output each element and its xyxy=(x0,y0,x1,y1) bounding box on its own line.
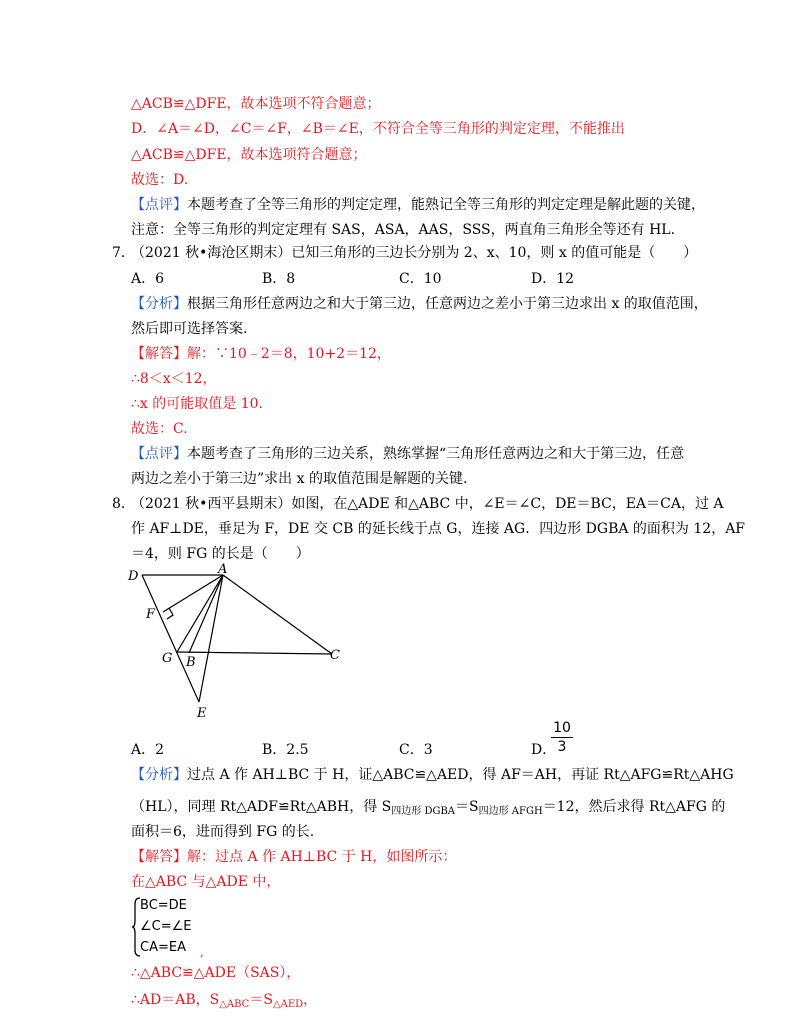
geometry-figure xyxy=(120,560,360,720)
brace-line-2: ∠C=∠E xyxy=(140,919,192,934)
q8-option-d: D． xyxy=(531,742,557,758)
q7-stem: （2021 秋•海沧区期末）已知三角形的三边长分别为 2、x、10，则 x 的值可能是（ ） xyxy=(131,245,698,261)
q8-answer-4: ∴AD＝AB，$S_{\triangle ABC}=S_{\triangle AED}$， xyxy=(131,992,318,1010)
q8-option-a: A．2 xyxy=(131,742,165,758)
segment-ac xyxy=(223,575,332,654)
q7-comment-2: 两边之差小于第三边”求出 x 的取值范围是解题的关键. xyxy=(131,471,468,487)
q6-line-2: D．∠A＝∠D，∠C＝∠F，∠B＝∠E，不符合全等三角形的判定定理，不能推出 xyxy=(131,121,625,137)
segment-de xyxy=(142,575,199,702)
q8-option-b: B．2.5 xyxy=(262,742,309,758)
q8-analysis-3: 面积＝6，进而得到 FG 的长. xyxy=(131,824,315,840)
q8-option-c: C．3 xyxy=(399,742,433,758)
fraction-bar xyxy=(551,737,573,738)
label-g: G xyxy=(162,651,173,666)
segment-gc xyxy=(177,652,332,654)
label-c: C xyxy=(330,648,340,663)
q7-option-d: D．12 xyxy=(531,271,575,287)
brace-comma: , xyxy=(200,945,204,959)
q8-answer-2: 在△ABC 与△ADE 中， xyxy=(131,874,281,890)
fraction-numerator: 10 xyxy=(553,720,571,736)
q8-number: 8． xyxy=(112,496,135,512)
q7-answer-4: 故选：C. xyxy=(131,421,188,437)
label-a: A xyxy=(218,562,228,577)
q8-analysis-1: 【分析】过点 A 作 AH⊥BC 于 H，证△ABC≌△AED，得 AF＝AH，再证 Rt△AFG≌Rt△AHG xyxy=(131,767,734,783)
fraction-denominator: 3 xyxy=(557,739,567,755)
q6-line-1: △ACB≌△DFE，故本选项不符合题意； xyxy=(131,96,381,112)
label-d: D xyxy=(128,569,139,584)
q8-answer-3: ∴△ABC≌△ADE（SAS）， xyxy=(131,965,301,981)
q8-answer-1: 【解答】解：过点 A 作 AH⊥BC 于 H，如图所示： xyxy=(131,849,457,865)
label-e: E xyxy=(197,706,207,720)
q8-stem-2: 作 AF⊥DE，垂足为 F，DE 交 CB 的延长线于点 G，连接 AG．四边形 DGBA 的面积为 12，AF xyxy=(131,521,746,537)
q7-answer-1: 【解答】解：∵10﹣2＝8，10+2＝12， xyxy=(131,346,391,362)
q8-stem-3: ＝4，则 FG 的长是（ ） xyxy=(131,546,310,562)
segment-af xyxy=(163,575,223,612)
label-b: B xyxy=(186,655,196,670)
q6-line-4: 故选：D. xyxy=(131,172,189,188)
q7-comment-1: 【点评】本题考查了三角形的三边关系，熟练掌握“三角形任意两边之和大于第三边，任意 xyxy=(131,446,685,462)
q6-line-3: △ACB≌△DFE，故本选项符合题意； xyxy=(131,147,367,163)
brace-line-3: CA=EA xyxy=(140,940,186,955)
q7-analysis-2: 然后即可选择答案. xyxy=(131,321,248,337)
q7-answer-3: ∴x 的可能取值是 10. xyxy=(131,396,263,412)
q8-analysis-2: （HL），同理 Rt△ADF≌Rt△ABH，得 $S_{四边形 DGBA}=S_{四边形 AFGH}=12$，然后求得 Rt△AFG 的 xyxy=(131,799,726,817)
label-f: F xyxy=(146,607,156,622)
q7-number: 7． xyxy=(112,245,135,261)
q7-option-c: C．10 xyxy=(399,271,442,287)
brace-line-1: BC=DE xyxy=(140,898,187,913)
q6-comment-1: 【点评】本题考查了全等三角形的判定定理，能熟记全等三角形的判定定理是解此题的关键， xyxy=(131,197,705,213)
q6-comment-2: 注意：全等三角形的判定定理有 SAS，ASA，AAS，SSS，两直角三角形全等还有 HL. xyxy=(131,222,676,238)
q7-option-b: B．8 xyxy=(262,271,296,287)
q7-answer-2: ∴8＜x＜12， xyxy=(131,371,217,387)
comment-tag: 【点评】 xyxy=(131,197,187,213)
q7-option-a: A．6 xyxy=(131,271,165,287)
option-d-fraction xyxy=(551,720,573,755)
q7-analysis-1: 【分析】根据三角形任意两边之和大于第三边，任意两边之差小于第三边求出 x 的取值范围， xyxy=(131,296,708,312)
q8-stem-1: （2021 秋•西平县期末）如图，在△ADE 和△ABC 中，∠E＝∠C，DE＝BC，EA＝CA，过 A xyxy=(131,496,724,512)
segment-ab xyxy=(189,575,223,653)
